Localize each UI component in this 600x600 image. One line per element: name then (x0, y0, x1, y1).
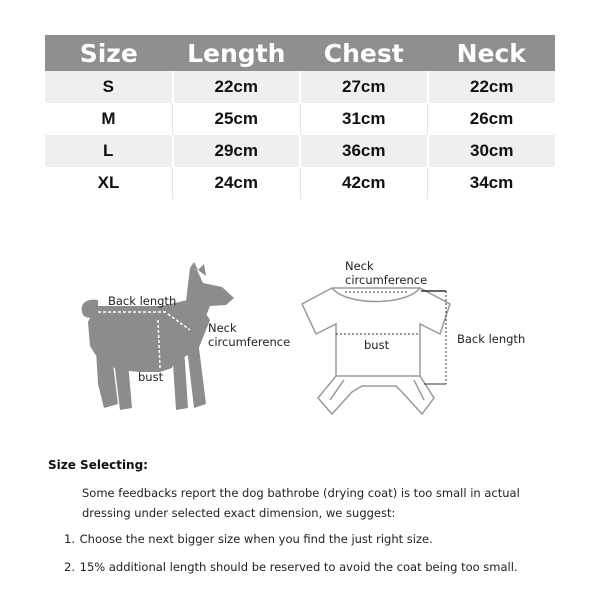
note-number: 1. (64, 532, 75, 546)
cell-chest: 31cm (300, 103, 428, 135)
dog-neck-label-line2: circumference (208, 335, 291, 349)
header-neck: Neck (428, 35, 556, 71)
note-item (64, 560, 518, 574)
cell-neck: 30cm (428, 135, 556, 167)
coat-neck-label-line1: Neck (345, 259, 374, 273)
size-selecting-intro: Some feedbacks report the dog bathrobe (drying coat) is too small in actual dressing under selected exact dimension, we suggest: (82, 486, 520, 520)
cell-length: 25cm (173, 103, 301, 135)
cell-neck: 22cm (428, 71, 556, 103)
header-length: Length (173, 35, 301, 71)
cell-length: 24cm (173, 167, 301, 199)
note-text: 15% additional length should be reserved to avoid the coat being too small. (79, 560, 518, 574)
cell-size: S (45, 71, 173, 103)
cell-size: XL (45, 167, 173, 199)
coat-neck-label-line2: circumference (345, 273, 428, 287)
header-chest: Chest (300, 35, 428, 71)
dog-back-length-label: Back length (108, 294, 177, 308)
cell-length: 22cm (173, 71, 301, 103)
note-item (64, 532, 433, 546)
note-number: 2. (64, 560, 75, 574)
cell-neck: 34cm (428, 167, 556, 199)
cell-length: 29cm (173, 135, 301, 167)
coat-bust-label: bust (364, 338, 390, 352)
dog-bust-label: bust (138, 370, 164, 384)
header-size: Size (45, 35, 173, 71)
coat-back-length-label: Back length (457, 332, 526, 346)
cell-size: L (45, 135, 173, 167)
cell-chest: 27cm (300, 71, 428, 103)
note-text: Choose the next bigger size when you find the just right size. (79, 532, 433, 546)
cell-neck: 26cm (428, 103, 556, 135)
cell-chest: 36cm (300, 135, 428, 167)
size-selecting-title: Size Selecting: (48, 458, 148, 472)
cell-chest: 42cm (300, 167, 428, 199)
dog-neck-label-line1: Neck (208, 321, 237, 335)
cell-size: M (45, 103, 173, 135)
